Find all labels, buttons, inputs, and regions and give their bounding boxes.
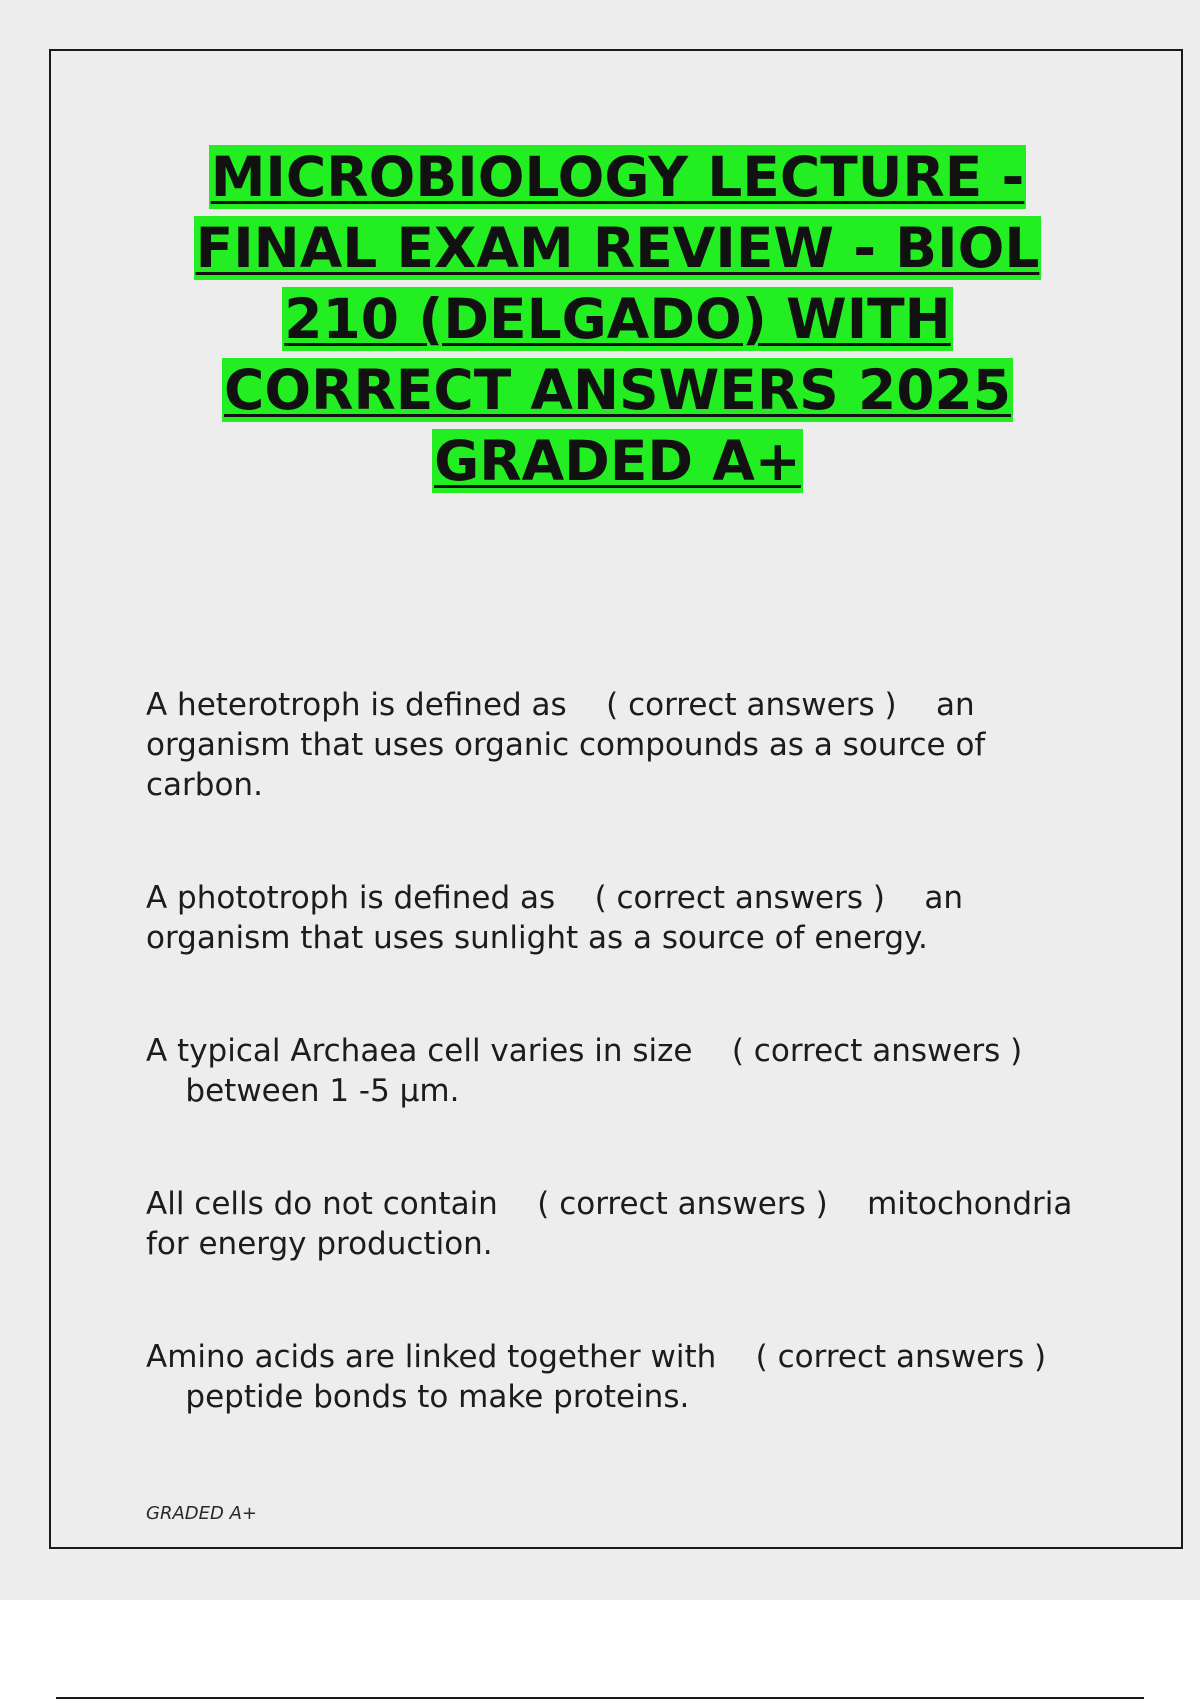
qa-question: A phototroph is defined as: [146, 880, 556, 916]
qa-item-phototroph: [146, 878, 1106, 958]
qa-question: A typical Archaea cell varies in size: [146, 1033, 693, 1069]
qa-marker: ( correct answers ): [606, 687, 897, 723]
qa-item-heterotroph: [146, 685, 1106, 805]
qa-marker: ( correct answers ): [537, 1186, 828, 1222]
qa-question: All cells do not contain: [146, 1186, 498, 1222]
bottom-divider: [56, 1697, 1144, 1699]
qa-marker: ( correct answers ): [594, 880, 885, 916]
qa-marker: ( correct answers ): [755, 1339, 1047, 1375]
qa-item-archaea: [146, 1031, 1106, 1111]
footer-note: GRADED A+: [146, 1503, 257, 1524]
qa-answer: an organism that uses organic compounds as a source of carbon.: [146, 687, 986, 803]
qa-answer: an organism that uses sunlight as a source of energy.: [146, 880, 964, 956]
qa-item-amino-acids: [146, 1337, 1106, 1417]
title-block: [150, 142, 1085, 497]
document-title: [150, 142, 1085, 497]
qa-answer: peptide bonds to make proteins.: [185, 1379, 690, 1415]
qa-answer: between 1 -5 μm.: [185, 1073, 460, 1109]
qa-question: Amino acids are linked together with: [146, 1339, 717, 1375]
qa-marker: ( correct answers ): [731, 1033, 1023, 1069]
qa-question: A heterotroph is defined as: [146, 687, 567, 723]
document-title-text: MICROBIOLOGY LECTURE - FINAL EXAM REVIEW - BIOL 210 (DELGADO) WITH CORRECT ANSWERS 2025 GRADED A+: [195, 145, 1040, 493]
qa-list: [146, 685, 1106, 1417]
qa-answer: mitochondria for energy production.: [146, 1186, 1073, 1262]
qa-item-mitochondria: [146, 1184, 1106, 1264]
